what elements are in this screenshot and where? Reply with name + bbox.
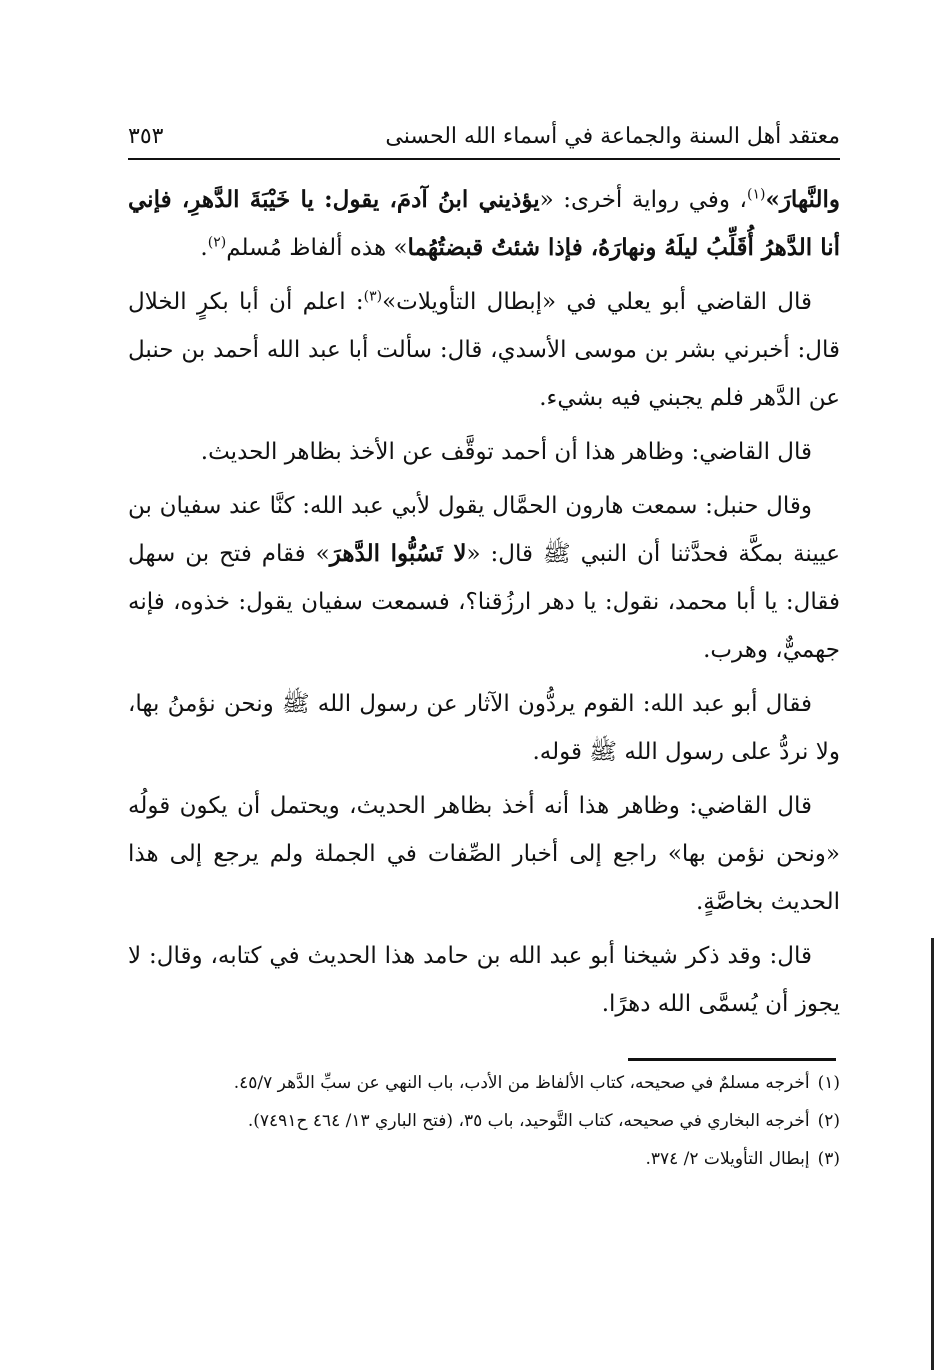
page-header <box>128 120 840 160</box>
paragraph-5: فقال أبو عبد الله: القوم يردُّون الآثار عن رسول الله ﷺ ونحن نؤمنُ بها، ولا نردُّ على رسول الله ﷺ قوله. <box>128 691 840 765</box>
main-text <box>128 176 840 1034</box>
running-title: معتقد أهل السنة والجماعة في أسماء الله الحسنى <box>385 124 840 149</box>
scan-edge-line <box>931 938 934 1370</box>
paragraph-3: قال القاضي: وظاهر هذا أن أحمد توقَّف عن الأخذ بظاهر الحديث. <box>200 439 812 465</box>
footnote-1: (١)أخرجه مسلمٌ في صحيحه، كتاب الألفاظ من الأدب، باب النهي عن سبِّ الدَّهر ٤٥/٧. <box>233 1073 840 1093</box>
footnote-ref-1: (١) <box>746 186 766 203</box>
paragraph-4: وقال حنبل: سمعت هارون الحمَّال يقول لأبي عبد الله: كنَّا عند سفيان بن عيينة بمكَّة فحدَّثنا أن النبي ﷺ قال: «لا تَسُبُّوا الدَّهرَ» فقام فتح بن سهل فقال: يا أبا محمد، نقول: يا دهر ارزُقنا؟، فسمعت سفيان يقول: خذوه، فإنه جهميٌّ، وهرب. <box>128 493 840 663</box>
footnote-ref-2: (٢) <box>207 234 227 251</box>
paragraph-1: والنَّهارَ»$^{(١)}$، وفي رواية أخرى: «يؤذيني ابنُ آدمَ، يقول: يا خَيْبَةَ الدَّهرِ، فإني أنا الدَّهرُ أُقَلِّبُ ليلَهُ ونهارَهُ، فإذا شئتُ قبضتُهُما» هذه ألفاظ مُسلم$^{(٢)}$. <box>128 186 840 261</box>
paragraph-7: قال: وقد ذكر شيخنا أبو عبد الله بن حامد هذا الحديث في كتابه، وقال: لا يجوز أن يُسمَّى الله دهرًا. <box>128 943 840 1017</box>
hadith-quote-2: لا تَسُبُّوا الدَّهرَ <box>329 540 467 567</box>
footnotes <box>128 1066 840 1180</box>
header-rule <box>128 158 840 160</box>
footnote-ref-3: (٣) <box>363 288 383 305</box>
hadith-quote-1: يؤذيني ابنُ آدمَ، يقول: يا خَيْبَةَ الدَّهرِ، فإني أنا الدَّهرُ أُقَلِّبُ ليلَهُ ونهارَهُ، فإذا شئتُ قبضتُهُما <box>128 186 840 261</box>
paragraph-6: قال القاضي: وظاهر هذا أنه أخذ بظاهر الحديث، ويحتمل أن يكون قولُه «ونحن نؤمن بها» راجع إلى أخبار الصِّفات في الجملة ولم يرجع إلى هذا الحديث بخاصَّةٍ. <box>128 793 840 915</box>
footnote-rule <box>628 1058 836 1061</box>
footnote-2: (٢)أخرجه البخاري في صحيحه، كتاب التَّوحيد، باب ٣٥، (فتح الباري ١٣/ ٤٦٤ ح٧٤٩١). <box>247 1111 840 1131</box>
footnote-3: (٣)إبطال التأويلات ٢/ ٣٧٤. <box>645 1149 840 1169</box>
page-number: ٣٥٣ <box>128 124 164 149</box>
paragraph-2: قال القاضي أبو يعلي في «إبطال التأويلات»$^{(٣)}$: اعلم أن أبا بكرٍ الخلال قال: أخبرني بشر بن موسى الأسدي، قال: سألت أبا عبد الله أحمد بن حنبل عن الدَّهر فلم يجبني فيه بشيء. <box>128 288 840 411</box>
